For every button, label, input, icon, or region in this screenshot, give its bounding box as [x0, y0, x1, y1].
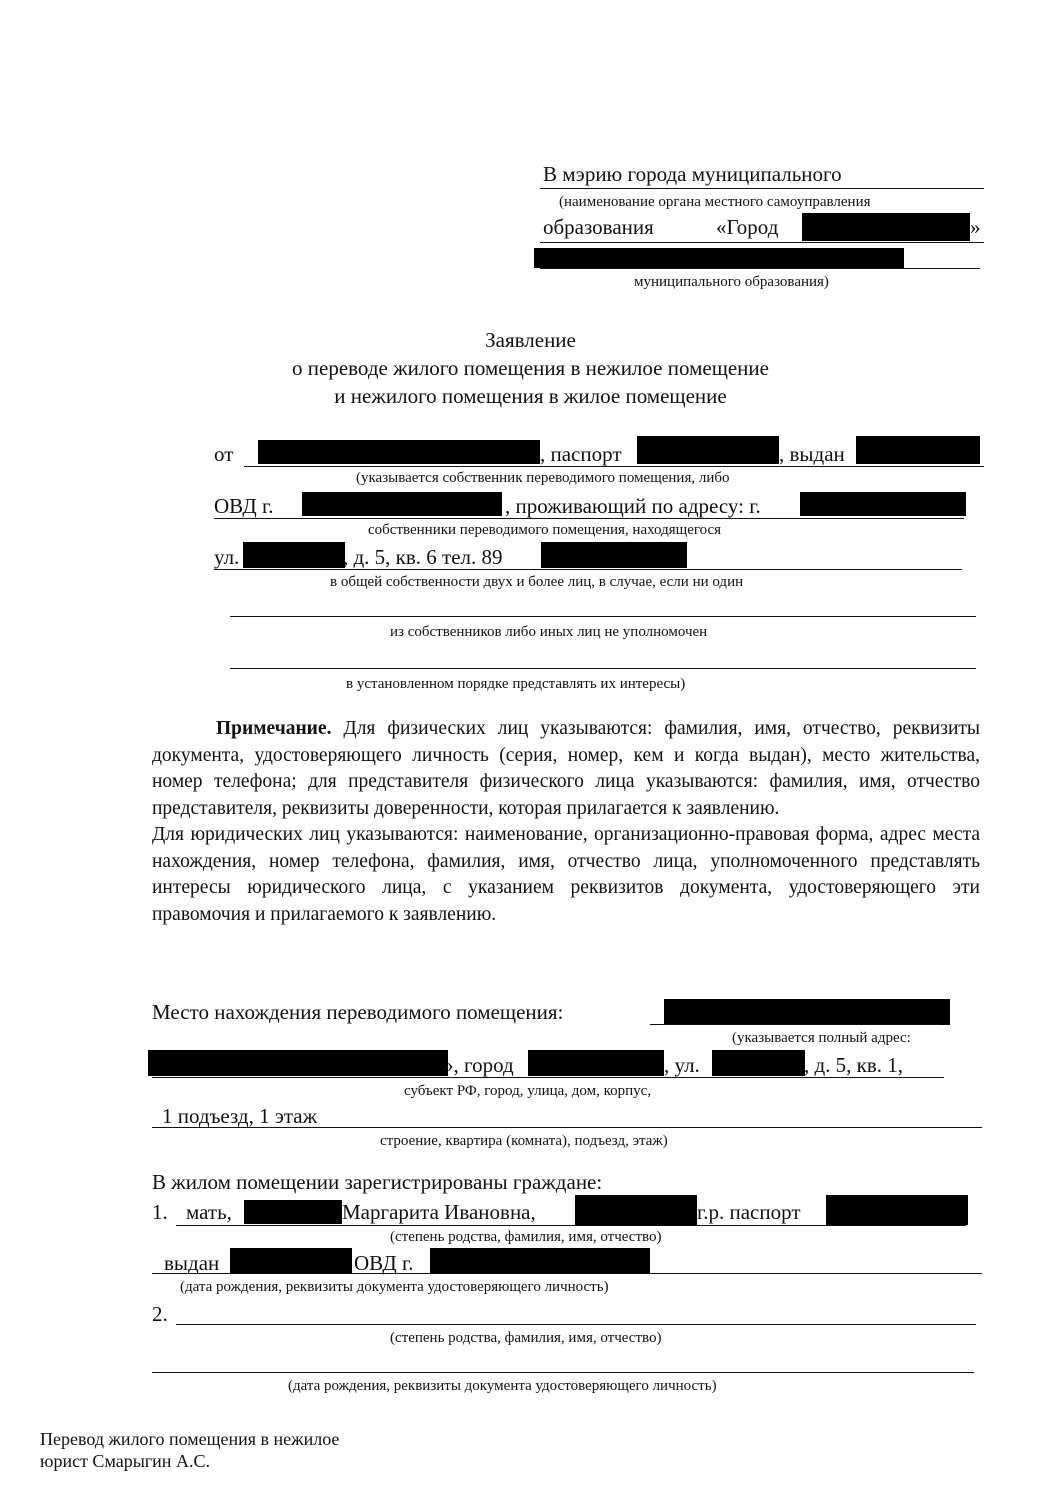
resident-1-issued-label: выдан	[164, 1251, 220, 1275]
location-hint3: строение, квартира (комната), подъезд, этаж)	[380, 1133, 668, 1149]
redaction-block	[541, 542, 687, 568]
applicant-street-label: ул.	[214, 545, 240, 569]
applicant-underline3	[214, 569, 962, 570]
applicant-hint1: (указывается собственник переводимого помещения, либо	[356, 470, 730, 486]
resident-2-hint2: (дата рождения, реквизиты документа удостоверяющего личность)	[288, 1378, 717, 1394]
location-underline2	[152, 1077, 944, 1078]
resident-1-birth-label: г.р. паспорт	[697, 1200, 801, 1224]
location-house-text: , д. 5, кв. 1,	[804, 1053, 904, 1077]
document-subtitle-2: и нежилого помещения в жилое помещение	[334, 384, 727, 408]
applicant-residing-label: , проживающий по адресу: г.	[505, 494, 761, 518]
note-paragraph	[152, 716, 980, 928]
footer-line2: юрист Смарыгин А.С.	[40, 1451, 210, 1471]
applicant-blank-line2	[230, 668, 976, 669]
resident-1-name: Маргарита Ивановна,	[342, 1200, 536, 1224]
redaction-block	[302, 492, 502, 516]
redaction-block	[575, 1195, 697, 1225]
redaction-block	[664, 999, 950, 1025]
location-label: Место нахождения переводимого помещения:	[152, 1000, 564, 1024]
location-entrance: 1 подъезд, 1 этаж	[162, 1104, 318, 1128]
residents-label: В жилом помещении зарегистрированы граждане:	[152, 1170, 603, 1194]
applicant-house-text: , д. 5, кв. 6 тел. 89	[343, 545, 503, 569]
resident-1-hint2: (дата рождения, реквизиты документа удостоверяющего личность)	[180, 1279, 609, 1295]
recipient-line1: В мэрию города муниципального	[543, 162, 842, 186]
recipient-underline3	[540, 268, 980, 269]
recipient-line2-b: «Город	[716, 215, 779, 239]
resident-2-hint1: (степень родства, фамилия, имя, отчество)	[390, 1330, 662, 1346]
redaction-block	[637, 436, 779, 464]
redaction-block	[528, 1050, 664, 1076]
resident-2-underline1	[176, 1324, 976, 1325]
redaction-block	[534, 248, 904, 268]
recipient-line2-a: образования	[543, 215, 654, 239]
location-hint2: субъект РФ, город, улица, дом, корпус,	[404, 1083, 652, 1099]
redaction-block	[148, 1050, 448, 1076]
applicant-from-label: от	[214, 442, 234, 466]
redaction-block	[800, 492, 966, 516]
applicant-hint4: из собственников либо иных лиц не уполномочен	[390, 624, 708, 640]
recipient-line2-c: »	[970, 215, 981, 239]
note-label: Примечание.	[216, 718, 332, 739]
applicant-hint5: в установленном порядке представлять их интересы)	[346, 676, 686, 692]
location-street-label: , ул.	[664, 1053, 700, 1077]
resident-2-underline2	[152, 1372, 974, 1373]
recipient-hint1: (наименование органа местного самоуправления	[559, 194, 871, 210]
applicant-underline2	[214, 518, 964, 519]
resident-1-relation: мать,	[186, 1200, 232, 1224]
footer-line1: Перевод жилого помещения в нежилое	[40, 1429, 340, 1449]
applicant-passport-label: , паспорт	[540, 442, 622, 466]
document-title: Заявление	[485, 328, 576, 352]
resident-1-hint1: (степень родства, фамилия, имя, отчество)	[390, 1229, 662, 1245]
resident-2-number: 2.	[152, 1302, 168, 1326]
redaction-block	[856, 436, 980, 464]
redaction-block	[244, 1200, 342, 1224]
resident-1-ovd-label: ОВД г.	[354, 1251, 414, 1275]
location-city-label: », город	[443, 1053, 514, 1077]
note-text-legal: Для юридических лиц указываются: наименование, организационно-правовая форма, адрес места нахождения, номер телефона, фамилия, имя, отчество лица, уполномоченного представлять интересы юридического лица, с указанием реквизитов документа, удостоверяющего эти правомочия и прилагаемого к заявлению.	[152, 824, 980, 925]
note-text-individuals: Для физических лиц указываются: фамилия, имя, отчество, реквизиты документа, удостоверяющего личность (серия, номер, кем и когда выдан), место жительства, номер телефона; для представителя физического лица указываются: фамилия, имя, отчество представителя, реквизиты доверенности, которая прилагается к заявлению.	[152, 718, 980, 819]
recipient-hint2: муниципального образования)	[634, 274, 829, 290]
recipient-underline1	[540, 188, 984, 189]
resident-1-underline2	[152, 1273, 982, 1274]
redaction-block	[802, 213, 970, 241]
resident-1-underline1	[176, 1225, 966, 1226]
applicant-underline1	[244, 466, 984, 467]
redaction-block	[258, 440, 540, 464]
applicant-hint3: в общей собственности двух и более лиц, в случае, если ни один	[330, 574, 744, 590]
location-underline3	[152, 1127, 982, 1128]
location-underline1	[650, 1024, 940, 1025]
recipient-underline2	[540, 242, 984, 243]
applicant-ovd-label: ОВД г.	[214, 494, 274, 518]
redaction-block	[430, 1248, 650, 1274]
applicant-blank-line1	[230, 616, 976, 617]
location-hint1: (указывается полный адрес:	[732, 1030, 911, 1046]
redaction-block	[712, 1050, 805, 1076]
applicant-issued-label: , выдан	[779, 442, 845, 466]
redaction-block	[826, 1195, 968, 1225]
redaction-block	[230, 1248, 352, 1274]
resident-1-number: 1.	[152, 1200, 168, 1224]
applicant-hint2: собственники переводимого помещения, находящегося	[368, 522, 722, 538]
document-subtitle-1: о переводе жилого помещения в нежилое помещение	[292, 356, 769, 380]
redaction-block	[243, 542, 345, 568]
